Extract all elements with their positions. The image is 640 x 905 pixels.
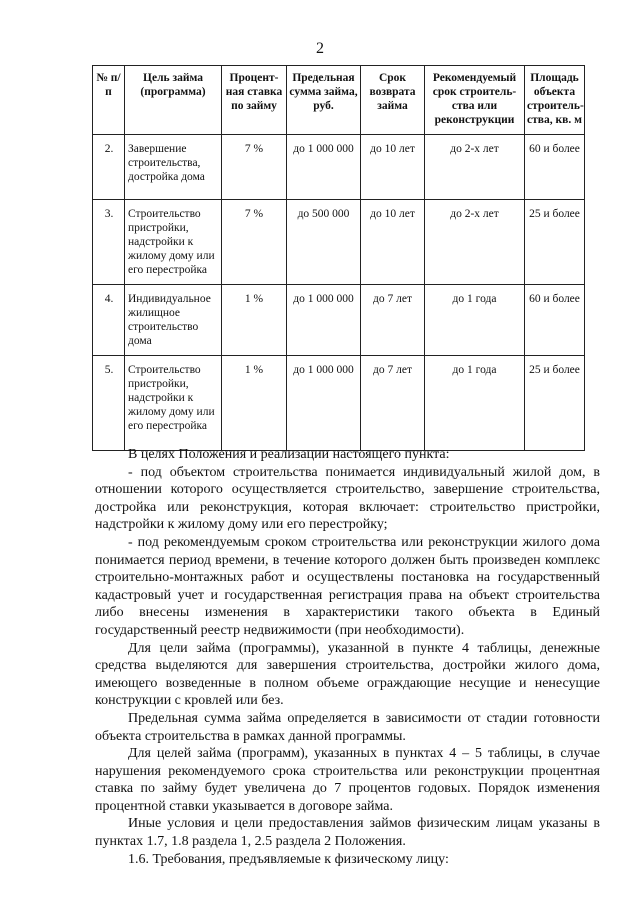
row-term: до 7 лет [361, 356, 425, 451]
header-area: Площадь объекта строитель-ства, кв. м [525, 66, 585, 135]
header-term: Срок возврата займа [361, 66, 425, 135]
row-purpose: Индивидуальное жилищное строительство дома [125, 285, 222, 356]
loan-programs-table [92, 65, 585, 451]
row-rate: 1 % [222, 285, 287, 356]
paragraph-item-4-funds: Для цели займа (программы), указанной в пункте 4 таблицы, денежные средства выделяются для завершения строительства, достройки жилого дома, имеющего возведенные в полном объеме ограждающие несущие и ненесущие конструкции с кровлей или без. [95, 640, 600, 709]
row-number: 2. [93, 135, 125, 200]
row-purpose: Завершение строительства, достройка дома [125, 135, 222, 200]
paragraph-other-conditions: Иные условия и цели предоставления займов физическим лицам указаны в пунктах 1.7, 1.8 раздела 1, 2.5 раздела 2 Положения. [95, 816, 600, 850]
header-rate: Процент-ная ставка по займу [222, 66, 287, 135]
row-area: 60 и более [525, 285, 585, 356]
row-max-amount: до 1 000 000 [287, 135, 361, 200]
row-construction-period: до 2-х лет [425, 135, 525, 200]
table-row [93, 200, 585, 285]
row-purpose: Строительство пристройки, надстройки к жилому дому или его перестройка [125, 200, 222, 285]
row-construction-period: до 1 года [425, 285, 525, 356]
paragraph-section-1-6: 1.6. Требования, предъявляемые к физическому лицу: [128, 851, 449, 867]
row-term: до 7 лет [361, 285, 425, 356]
row-rate: 1 % [222, 356, 287, 451]
row-construction-period: до 1 года [425, 356, 525, 451]
row-term: до 10 лет [361, 135, 425, 200]
row-number: 5. [93, 356, 125, 451]
row-area: 25 и более [525, 356, 585, 451]
paragraph-rate-increase: Для целей займа (программ), указанных в пунктах 4 – 5 таблицы, в случае нарушения рекомендуемого срока строительства или реконструкции процентная ставка по займу будет увеличена до 7 процентов годовых. Порядок изменения процентной ставки указывается в договоре займа. [95, 746, 600, 814]
paragraph-intro: В целях Положения и реализации настоящего пункта: [128, 447, 450, 462]
row-construction-period: до 2-х лет [425, 200, 525, 285]
header-number: № п/п [93, 66, 125, 135]
paragraph-max-amount: Предельная сумма займа определяется в зависимости от стадии готовности объекта строительства в рамках данной программы. [95, 710, 600, 744]
page-number: 2 [316, 40, 324, 57]
row-max-amount: до 1 000 000 [287, 285, 361, 356]
row-number: 4. [93, 285, 125, 356]
row-number: 3. [93, 200, 125, 285]
header-max-amount: Предельная сумма займа, руб. [287, 66, 361, 135]
row-area: 25 и более [525, 200, 585, 285]
row-max-amount: до 500 000 [287, 200, 361, 285]
table-header-row [93, 66, 585, 135]
row-area: 60 и более [525, 135, 585, 200]
header-construction-period: Рекомендуемый срок строитель-ства или реконструкции [425, 66, 525, 135]
header-purpose: Цель займа (программа) [125, 66, 222, 135]
table-row [93, 285, 585, 356]
row-term: до 10 лет [361, 200, 425, 285]
row-max-amount: до 1 000 000 [287, 356, 361, 451]
row-rate: 7 % [222, 200, 287, 285]
row-rate: 7 % [222, 135, 287, 200]
paragraph-construction-object: - под объектом строительства понимается индивидуальный жилой дом, в отношении которого осуществляется строительство, завершение строительства, достройка или реконструкция, которая включает: строительство пристройки, надстройки к жилому дому или его перестройку; [95, 464, 600, 533]
row-purpose: Строительство пристройки, надстройки к жилому дому или его перестройка [125, 356, 222, 451]
table-row [93, 135, 585, 200]
paragraph-recommended-period: - под рекомендуемым сроком строительства или реконструкции жилого дома понимается период времени, в течение которого должен быть произведен комплекс строительно-монтажных работ и осуществлены постановка на государственный кадастровый учет и государственная регистрация права на объект строительства либо внесены изменения в характеристики такого объекта в Единый государственный реестр недвижимости (при необходимости). [95, 534, 600, 638]
table-row [93, 356, 585, 451]
body-text [95, 446, 600, 868]
